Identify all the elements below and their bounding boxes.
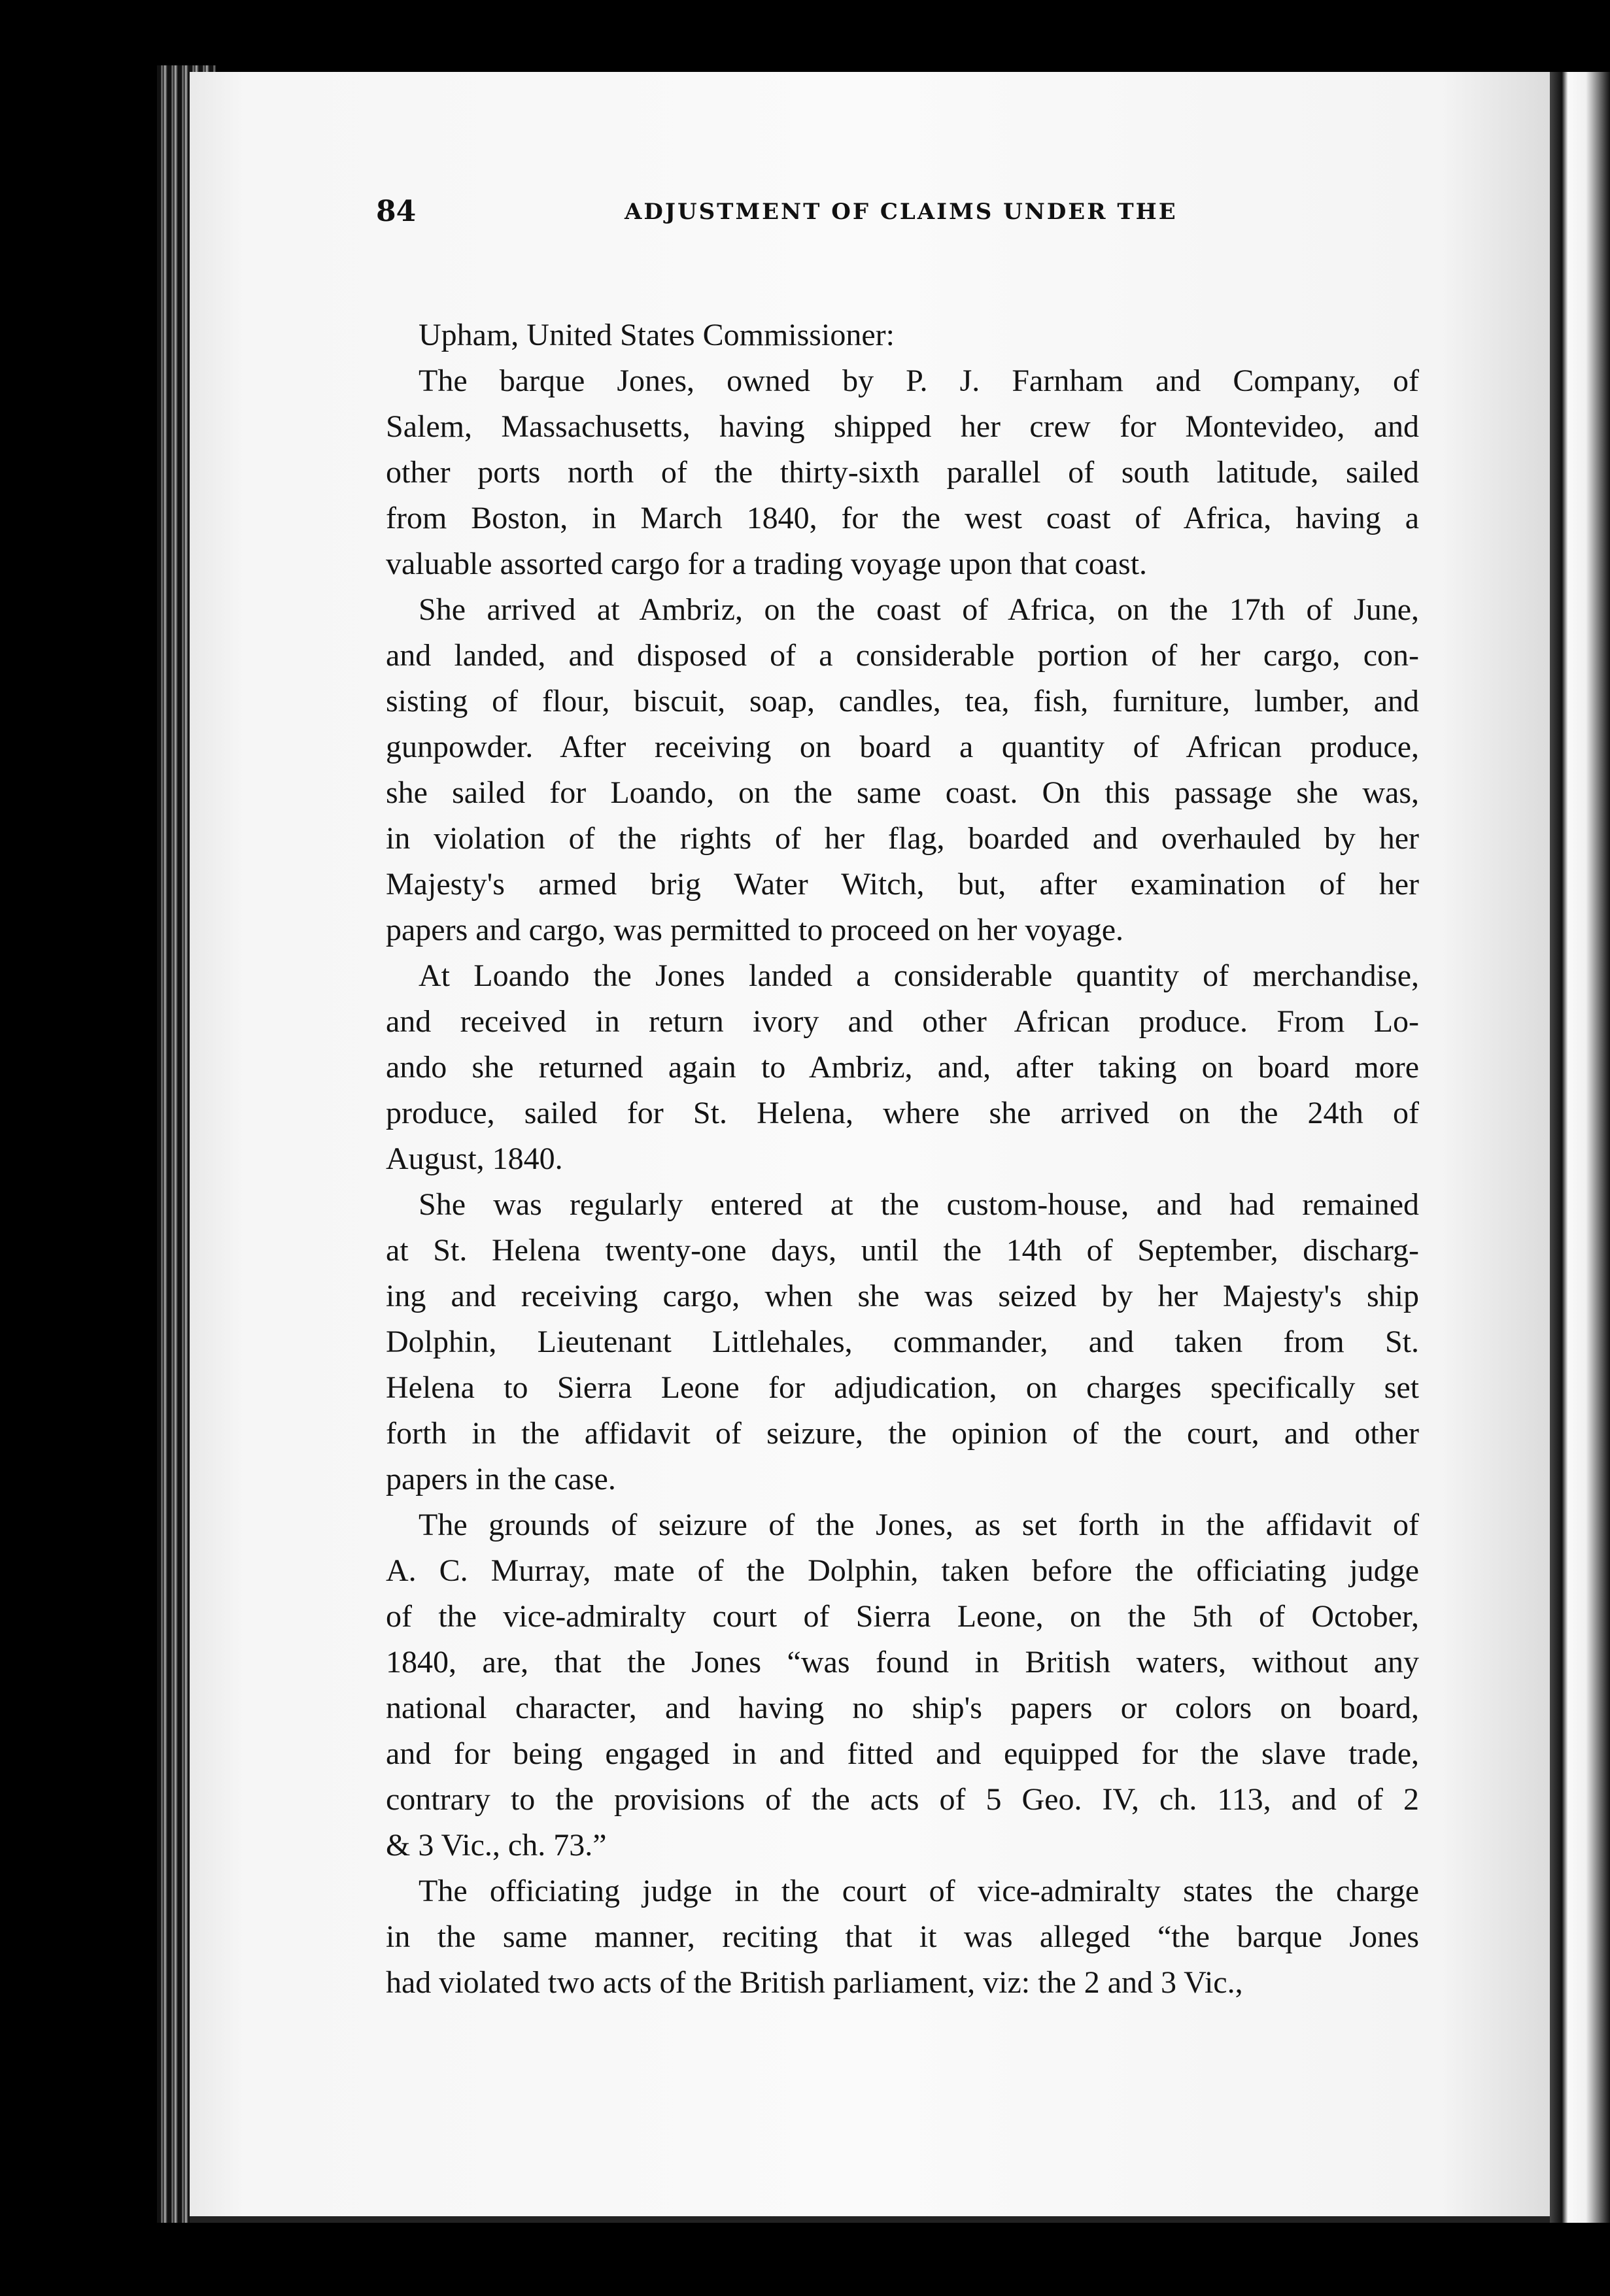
text-line: and received in return ivory and other African produce. From Lo- <box>386 1004 1419 1039</box>
text-line: at St. Helena twenty-one days, until the 14th of September, discharg- <box>386 1233 1419 1268</box>
paragraph <box>386 953 1419 1182</box>
text-line: papers in the case. <box>386 1462 616 1496</box>
text-line: had violated two acts of the British parliament, viz: the 2 and 3 Vic., <box>386 1965 1243 2000</box>
text-line: Dolphin, Lieutenant Littlehales, commander, and taken from St. <box>386 1325 1419 1359</box>
text-line: sisting of flour, biscuit, soap, candles, tea, fish, furniture, lumber, and <box>386 684 1419 718</box>
paragraph <box>386 587 1419 953</box>
text-line: Salem, Massachusetts, having shipped her crew for Montevideo, and <box>386 409 1419 444</box>
text-line: 1840, are, that the Jones “was found in British waters, without any <box>386 1645 1419 1680</box>
text-line: At Loando the Jones landed a considerable quantity of merchandise, <box>419 958 1419 993</box>
page-bottom-edge <box>190 2216 1550 2223</box>
text-line: from Boston, in March 1840, for the west coast of Africa, having a <box>386 501 1419 535</box>
paragraph <box>386 312 1419 358</box>
paragraph <box>386 358 1419 587</box>
text-line: in violation of the rights of her flag, boarded and overhauled by her <box>386 821 1419 856</box>
text-line: she sailed for Loando, on the same coast. On this passage she was, <box>386 775 1419 810</box>
text-line: and landed, and disposed of a considerable portion of her cargo, con- <box>386 638 1419 673</box>
page-header <box>376 195 1180 234</box>
text-line: valuable assorted cargo for a trading voyage upon that coast. <box>386 547 1148 581</box>
text-line: in the same manner, reciting that it was alleged “the barque Jones <box>386 1919 1419 1954</box>
text-line: The barque Jones, owned by P. J. Farnham and Company, of <box>419 363 1419 398</box>
body-text <box>386 312 1419 2006</box>
paragraph <box>386 1502 1419 1868</box>
text-line: Upham, United States Commissioner: <box>419 318 895 352</box>
text-line: & 3 Vic., ch. 73.” <box>386 1828 607 1863</box>
text-line: She was regularly entered at the custom-house, and had remained <box>419 1187 1419 1222</box>
text-line: forth in the affidavit of seizure, the opinion of the court, and other <box>386 1416 1419 1451</box>
text-line: The officiating judge in the court of vice-admiralty states the charge <box>419 1874 1419 1908</box>
text-line: A. C. Murray, mate of the Dolphin, taken before the officiating judge <box>386 1553 1419 1588</box>
text-line: national character, and having no ship's papers or colors on board, <box>386 1691 1419 1725</box>
text-line: other ports north of the thirty-sixth parallel of south latitude, sailed <box>386 455 1419 490</box>
running-head: ADJUSTMENT OF CLAIMS UNDER THE <box>625 199 1178 225</box>
paragraph <box>386 1868 1419 2006</box>
text-line: and for being engaged in and fitted and equipped for the slave trade, <box>386 1736 1419 1771</box>
text-line: papers and cargo, was permitted to proceed on her voyage. <box>386 913 1124 947</box>
text-line: ing and receiving cargo, when she was seized by her Majesty's ship <box>386 1279 1419 1313</box>
text-line: She arrived at Ambriz, on the coast of Africa, on the 17th of June, <box>419 592 1419 627</box>
text-line: August, 1840. <box>386 1141 563 1176</box>
text-line: gunpowder. After receiving on board a quantity of African produce, <box>386 730 1419 764</box>
text-line: The grounds of seizure of the Jones, as set forth in the affidavit of <box>419 1508 1419 1542</box>
text-line: Majesty's armed brig Water Witch, but, after examination of her <box>386 867 1419 902</box>
text-line: contrary to the provisions of the acts of 5 Geo. IV, ch. 113, and of 2 <box>386 1782 1419 1817</box>
paragraph <box>386 1182 1419 1502</box>
page-right-edge <box>1550 72 1610 2223</box>
text-line: ando she returned again to Ambriz, and, after taking on board more <box>386 1050 1419 1085</box>
text-line: produce, sailed for St. Helena, where she arrived on the 24th of <box>386 1096 1419 1130</box>
page-number: 84 <box>376 195 417 228</box>
text-line: of the vice-admiralty court of Sierra Leone, on the 5th of October, <box>386 1599 1419 1634</box>
text-line: Helena to Sierra Leone for adjudication, on charges specifically set <box>386 1370 1419 1405</box>
